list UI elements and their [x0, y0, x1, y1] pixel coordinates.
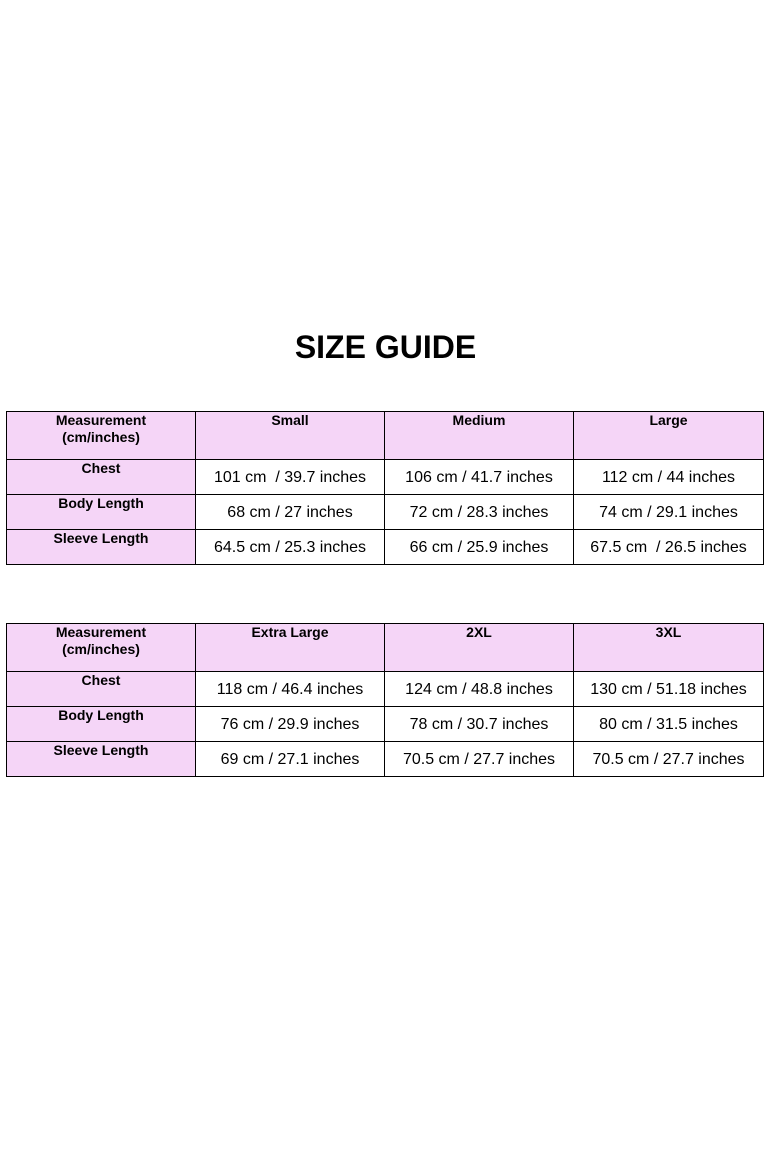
measurement-label: Measurement	[55, 412, 147, 428]
units-label: (cm/inches)	[62, 641, 140, 657]
table-header-row	[7, 624, 764, 672]
size-header-medium: Medium	[385, 412, 574, 460]
size-header-3xl: 3XL	[574, 624, 764, 672]
measurement-header	[7, 412, 196, 460]
size-table-1	[6, 411, 764, 565]
table-cell: 78 cm / 30.7 inches	[385, 707, 574, 742]
measurement-label: Measurement	[55, 624, 147, 640]
table-cell: 64.5 cm / 25.3 inches	[196, 530, 385, 565]
units-label: (cm/inches)	[62, 429, 140, 445]
size-header-extra-large: Extra Large	[196, 624, 385, 672]
table-cell: 130 cm / 51.18 inches	[574, 672, 764, 707]
table-cell: 112 cm / 44 inches	[574, 460, 764, 495]
table-row	[7, 672, 764, 707]
table-cell: 67.5 cm / 26.5 inches	[574, 530, 764, 565]
row-label-sleeve-length: Sleeve Length	[7, 530, 196, 565]
size-header-small: Small	[196, 412, 385, 460]
table-cell: 80 cm / 31.5 inches	[574, 707, 764, 742]
row-label-sleeve-length: Sleeve Length	[7, 742, 196, 777]
row-label-body-length: Body Length	[7, 707, 196, 742]
table-cell: 70.5 cm / 27.7 inches	[385, 742, 574, 777]
table-row	[7, 495, 764, 530]
table-cell: 76 cm / 29.9 inches	[196, 707, 385, 742]
table-cell: 72 cm / 28.3 inches	[385, 495, 574, 530]
table-cell: 106 cm / 41.7 inches	[385, 460, 574, 495]
page-title: SIZE GUIDE	[294, 329, 477, 365]
row-label-chest: Chest	[7, 460, 196, 495]
table-cell: 69 cm / 27.1 inches	[196, 742, 385, 777]
measurement-header	[7, 624, 196, 672]
row-label-chest: Chest	[7, 672, 196, 707]
table-header-row	[7, 412, 764, 460]
table-row	[7, 707, 764, 742]
table-cell: 118 cm / 46.4 inches	[196, 672, 385, 707]
table-cell: 66 cm / 25.9 inches	[385, 530, 574, 565]
table-row	[7, 460, 764, 495]
table-cell: 74 cm / 29.1 inches	[574, 495, 764, 530]
table-cell: 70.5 cm / 27.7 inches	[574, 742, 764, 777]
table-row	[7, 742, 764, 777]
size-header-large: Large	[574, 412, 764, 460]
table-cell: 68 cm / 27 inches	[196, 495, 385, 530]
row-label-body-length: Body Length	[7, 495, 196, 530]
table-cell: 124 cm / 48.8 inches	[385, 672, 574, 707]
table-cell: 101 cm / 39.7 inches	[196, 460, 385, 495]
size-header-2xl: 2XL	[385, 624, 574, 672]
size-table-2	[6, 623, 764, 777]
table-row	[7, 530, 764, 565]
